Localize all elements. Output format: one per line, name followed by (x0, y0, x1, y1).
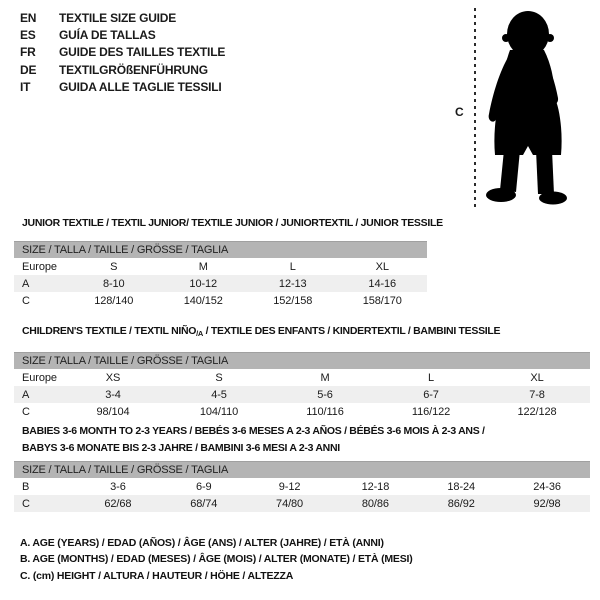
row-label: C (22, 294, 30, 307)
row-label: B (22, 480, 30, 493)
table-cell: XL (375, 260, 389, 273)
lang-label: TEXTILE SIZE GUIDE (59, 10, 177, 25)
children-size-table (14, 352, 590, 420)
row-label: A (22, 277, 30, 290)
section-babies (14, 423, 590, 512)
table-cell: 3-6 (110, 480, 126, 493)
table-cell: S (110, 260, 118, 273)
table-cell: 9-12 (278, 480, 301, 493)
table-row (14, 275, 427, 292)
footnote-a: A. AGE (YEARS) / EDAD (AÑOS) / ÂGE (ANS) / ALTER (JAHRE) / ETÀ (ANNI) (20, 537, 384, 549)
table-cell: 122/128 (517, 405, 557, 418)
lang-row-fr (20, 44, 225, 61)
junior-size-table (14, 241, 427, 309)
table-cell: 98/104 (96, 405, 130, 418)
table-cell: XL (530, 371, 544, 384)
table-cell: 5-6 (317, 388, 333, 401)
row-label: Europe (22, 260, 57, 273)
lang-row-de (20, 61, 225, 78)
table-row (14, 258, 427, 275)
table-cell: 62/68 (104, 497, 132, 510)
table-cell: 116/122 (411, 405, 451, 418)
table-cell: 10-12 (189, 277, 218, 290)
lang-code: ES (20, 28, 36, 43)
title-part: / TEXTILE DES ENFANTS / KINDERTEXTIL / BAMBINI TESSILE (203, 325, 501, 337)
section-title (14, 423, 590, 457)
lang-label: GUIDE DES TAILLES TEXTILE (59, 45, 226, 60)
table-row (14, 478, 590, 495)
lang-label: TEXTILGRÖßENFÜHRUNG (59, 62, 208, 77)
title-part: CHILDREN'S TEXTILE / TEXTIL NIÑO (22, 325, 197, 337)
section-junior (14, 217, 443, 309)
table-cell: 6-9 (195, 480, 212, 493)
table-row (14, 403, 590, 420)
table-row (14, 386, 590, 403)
lang-label: GUÍA DE TALLAS (59, 28, 156, 43)
size-header-bar: SIZE / TALLA / TAILLE / GRÖSSE / TAGLIA (14, 352, 590, 369)
title-line-1: BABIES 3-6 MONTH TO 2-3 YEARS / BEBÉS 3-6 MESES A 2-3 AÑOS / BÉBÉS 3-6 MOIS À 2-3 ANS / (22, 425, 485, 437)
table-cell: 12-13 (278, 277, 307, 290)
row-label: Europe (22, 371, 57, 384)
table-cell: 92/98 (533, 497, 561, 510)
size-header-bar: SIZE / TALLA / TAILLE / GRÖSSE / TAGLIA (14, 241, 427, 258)
table-cell: 24-36 (533, 480, 561, 493)
table-row (14, 495, 590, 512)
table-cell: 74/80 (276, 497, 304, 510)
lang-code: FR (20, 45, 36, 60)
table-cell: 104/110 (199, 405, 239, 418)
table-cell: 128/140 (94, 294, 134, 307)
row-label: A (22, 388, 30, 401)
section-title: JUNIOR TEXTILE / TEXTIL JUNIOR/ TEXTILE JUNIOR / JUNIORTEXTIL / JUNIOR TESSILE (22, 217, 443, 229)
footnote-b: B. AGE (MONTHS) / EDAD (MESES) / ÂGE (MOIS) / ALTER (MONATE) / ETÀ (MESI) (20, 553, 413, 566)
size-header-bar: SIZE / TALLA / TAILLE / GRÖSSE / TAGLIA (14, 461, 590, 478)
table-cell: 152/158 (273, 294, 313, 307)
table-cell: 4-5 (211, 388, 227, 401)
lang-code: DE (20, 62, 37, 77)
height-measure-label: C (455, 105, 464, 119)
table-cell: L (289, 260, 296, 273)
table-cell: M (320, 371, 330, 384)
section-title (14, 325, 590, 340)
table-cell: 110/116 (306, 405, 344, 418)
height-measure-dotted-line (474, 8, 476, 211)
babies-size-table (14, 461, 590, 512)
table-cell: L (427, 371, 435, 384)
lang-code: IT (20, 80, 31, 95)
footnote-c: C. (cm) HEIGHT / ALTURA / HAUTEUR / HÖHE / ALTEZZA (20, 569, 294, 582)
lang-row-en (20, 9, 225, 26)
table-cell: 158/170 (362, 294, 402, 307)
row-label: C (22, 405, 30, 418)
lang-row-it (20, 79, 225, 96)
table-cell: 68/74 (190, 497, 218, 510)
footnotes (20, 535, 413, 584)
table-cell: 80/86 (361, 497, 389, 510)
toddler-silhouette-icon (480, 8, 572, 207)
table-cell: M (198, 260, 208, 273)
title-line-2: BABYS 3-6 MONATE BIS 2-3 JAHRE / BAMBINI 3-6 MESI A 2-3 ANNI (22, 442, 340, 454)
table-cell: 14-16 (368, 277, 397, 290)
language-title-block (20, 9, 225, 96)
lang-label: GUIDA ALLE TAGLIE TESSILI (59, 80, 222, 95)
table-cell: S (215, 371, 223, 384)
table-cell: 140/152 (183, 294, 223, 307)
table-cell: 3-4 (105, 388, 121, 401)
table-cell: 18-24 (447, 480, 476, 493)
table-row (14, 369, 590, 386)
lang-code: EN (20, 10, 37, 25)
table-cell: 6-7 (423, 388, 439, 401)
table-cell: 12-18 (361, 480, 390, 493)
section-children (14, 325, 590, 420)
table-cell: 8-10 (102, 277, 125, 290)
table-cell: XS (105, 371, 121, 384)
lang-row-es (20, 26, 225, 43)
table-cell: 7-8 (529, 388, 545, 401)
table-row (14, 292, 427, 309)
table-cell: 86/92 (447, 497, 475, 510)
title-subscript: /A (196, 329, 204, 338)
row-label: C (22, 497, 30, 510)
